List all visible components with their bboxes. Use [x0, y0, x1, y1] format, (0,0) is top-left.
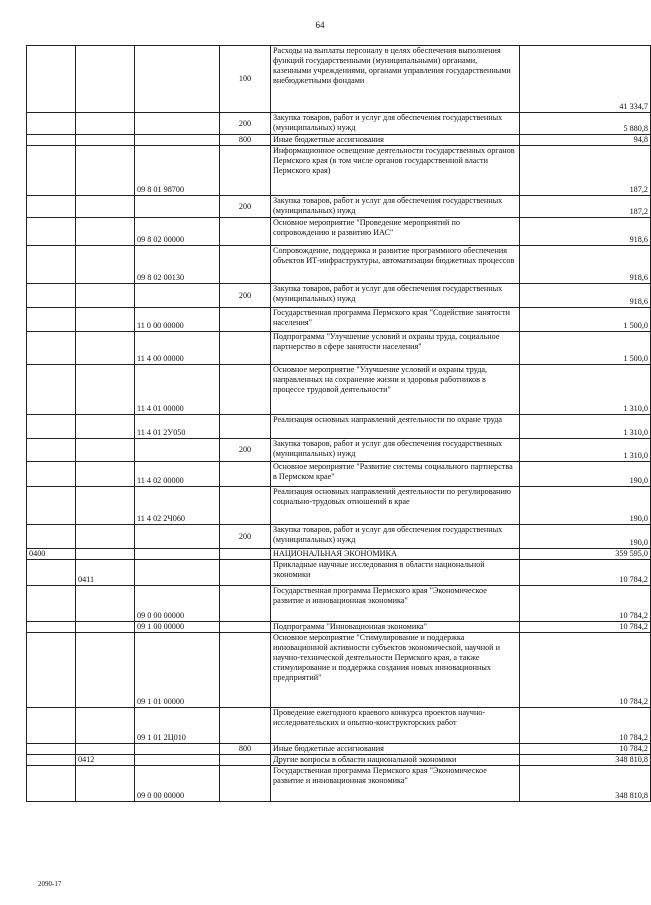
expense-type-cell [220, 218, 271, 246]
table-row [27, 135, 651, 146]
description-cell: Подпрограмма "Улучшение условий и охраны труда, социальное партнерство в сфере занятости населения" [271, 332, 520, 365]
amount-cell: 1 310,0 [520, 439, 651, 462]
budget-table [26, 45, 651, 802]
description-cell: Основное мероприятие "Улучшение условий и охраны труда, направленных на сохранение жизни и здоровья работников в процессе трудовой деятельности" [271, 365, 520, 415]
section-code-cell [27, 560, 76, 586]
target-article-cell [135, 744, 220, 755]
expense-type-cell [220, 622, 271, 633]
table-row [27, 462, 651, 487]
expense-type-cell [220, 487, 271, 525]
target-article-cell: 09 1 01 2Ц010 [135, 708, 220, 744]
section-code-cell [27, 332, 76, 365]
target-article-cell: 09 8 02 00130 [135, 246, 220, 284]
amount-cell: 918,6 [520, 284, 651, 308]
target-article-cell: 11 0 00 00000 [135, 308, 220, 332]
expense-type-cell: 200 [220, 439, 271, 462]
section-code-cell [27, 308, 76, 332]
subsection-code-cell [76, 622, 135, 633]
table-row [27, 525, 651, 549]
expense-type-cell [220, 462, 271, 487]
subsection-code-cell [76, 196, 135, 218]
expense-type-cell [220, 560, 271, 586]
section-code-cell [27, 744, 76, 755]
description-cell: Закупка товаров, работ и услуг для обеспечения государственных (муниципальных) нужд [271, 113, 520, 135]
description-cell: НАЦИОНАЛЬНАЯ ЭКОНОМИКА [271, 549, 520, 560]
table-row [27, 549, 651, 560]
table-row [27, 46, 651, 113]
amount-cell: 10 784,2 [520, 744, 651, 755]
description-cell: Государственная программа Пермского края "Экономическое развитие и инновационная экономика" [271, 586, 520, 622]
subsection-code-cell [76, 246, 135, 284]
description-cell: Реализация основных направлений деятельности по регулированию социально-трудовых отношений в крае [271, 487, 520, 525]
expense-type-cell [220, 633, 271, 708]
section-code-cell [27, 439, 76, 462]
subsection-code-cell [76, 308, 135, 332]
description-cell: Информационное освещение деятельности государственных органов Пермского края (в том числе органов государственной власти Пермского края) [271, 146, 520, 196]
section-code-cell [27, 708, 76, 744]
amount-cell: 41 334,7 [520, 46, 651, 113]
target-article-cell [135, 755, 220, 766]
target-article-cell [135, 196, 220, 218]
target-article-cell: 11 4 02 00000 [135, 462, 220, 487]
description-cell: Закупка товаров, работ и услуг для обеспечения государственных (муниципальных) нужд [271, 196, 520, 218]
description-cell: Государственная программа Пермского края "Содействие занятости населения" [271, 308, 520, 332]
expense-type-cell [220, 415, 271, 439]
amount-cell: 10 784,2 [520, 560, 651, 586]
amount-cell: 1 310,0 [520, 415, 651, 439]
page-number: 64 [315, 20, 325, 30]
subsection-code-cell [76, 146, 135, 196]
expense-type-cell [220, 332, 271, 365]
target-article-cell: 09 1 00 00000 [135, 622, 220, 633]
amount-cell: 94,8 [520, 135, 651, 146]
table-row [27, 744, 651, 755]
section-code-cell [27, 146, 76, 196]
subsection-code-cell [76, 332, 135, 365]
section-code-cell [27, 487, 76, 525]
description-cell: Прикладные научные исследования в области национальной экономики [271, 560, 520, 586]
section-code-cell [27, 622, 76, 633]
target-article-cell [135, 113, 220, 135]
table-row [27, 708, 651, 744]
section-code-cell [27, 196, 76, 218]
target-article-cell: 11 4 00 00000 [135, 332, 220, 365]
subsection-code-cell [76, 766, 135, 802]
amount-cell: 1 500,0 [520, 308, 651, 332]
expense-type-cell: 200 [220, 196, 271, 218]
expense-type-cell [220, 708, 271, 744]
amount-cell: 1 500,0 [520, 332, 651, 365]
description-cell: Иные бюджетные ассигнования [271, 744, 520, 755]
table-row [27, 365, 651, 415]
expense-type-cell [220, 549, 271, 560]
section-code-cell [27, 113, 76, 135]
section-code-cell [27, 766, 76, 802]
section-code-cell: 0400 [27, 549, 76, 560]
subsection-code-cell: 0411 [76, 560, 135, 586]
table-row [27, 146, 651, 196]
table-row [27, 332, 651, 365]
target-article-cell: 09 0 00 00000 [135, 766, 220, 802]
expense-type-cell: 200 [220, 113, 271, 135]
expense-type-cell [220, 308, 271, 332]
description-cell: Проведение ежегодного краевого конкурса проектов научно-исследовательских и опытно-конструкторских работ [271, 708, 520, 744]
table-row [27, 196, 651, 218]
expense-type-cell: 200 [220, 525, 271, 549]
target-article-cell: 11 4 02 2Ч060 [135, 487, 220, 525]
section-code-cell [27, 135, 76, 146]
subsection-code-cell [76, 365, 135, 415]
section-code-cell [27, 633, 76, 708]
description-cell: Закупка товаров, работ и услуг для обеспечения государственных (муниципальных) нужд [271, 439, 520, 462]
description-cell: Сопровождение, поддержка и развитие программного обеспечения объектов ИТ-инфраструктуры, автоматизации бюджетных процессов [271, 246, 520, 284]
description-cell: Закупка товаров, работ и услуг для обеспечения государственных (муниципальных) нужд [271, 525, 520, 549]
target-article-cell [135, 560, 220, 586]
section-code-cell [27, 755, 76, 766]
table-row [27, 622, 651, 633]
table-row [27, 439, 651, 462]
section-code-cell [27, 586, 76, 622]
target-article-cell: 09 0 00 00000 [135, 586, 220, 622]
amount-cell: 918,6 [520, 218, 651, 246]
amount-cell: 10 784,2 [520, 708, 651, 744]
subsection-code-cell [76, 744, 135, 755]
table-row [27, 284, 651, 308]
subsection-code-cell [76, 218, 135, 246]
description-cell: Основное мероприятие "Стимулирование и поддержка инновационной активности субъектов экономической, научной и научно-технической деятельности Пермского края, а также стимулирование и поддержка создания новых инновационных предприятий" [271, 633, 520, 708]
target-article-cell [135, 46, 220, 113]
target-article-cell: 09 1 01 00000 [135, 633, 220, 708]
subsection-code-cell [76, 487, 135, 525]
table-row [27, 113, 651, 135]
subsection-code-cell [76, 135, 135, 146]
expense-type-cell [220, 766, 271, 802]
expense-type-cell: 100 [220, 46, 271, 113]
expense-type-cell: 800 [220, 135, 271, 146]
subsection-code-cell [76, 708, 135, 744]
description-cell: Расходы на выплаты персоналу в целях обеспечения выполнения функций государственными (муниципальными) органами, казенными учреждениями, органами управления государственными внебюджетными фондами [271, 46, 520, 113]
budget-table-body [27, 46, 651, 802]
amount-cell: 359 595,0 [520, 549, 651, 560]
amount-cell: 918,6 [520, 246, 651, 284]
amount-cell: 187,2 [520, 196, 651, 218]
table-row [27, 633, 651, 708]
target-article-cell [135, 135, 220, 146]
expense-type-cell: 200 [220, 284, 271, 308]
subsection-code-cell [76, 586, 135, 622]
target-article-cell: 09 8 02 00000 [135, 218, 220, 246]
description-cell: Реализация основных направлений деятельности по охране труда [271, 415, 520, 439]
amount-cell: 187,2 [520, 146, 651, 196]
section-code-cell [27, 284, 76, 308]
description-cell: Другие вопросы в области национальной экономики [271, 755, 520, 766]
amount-cell: 10 784,2 [520, 586, 651, 622]
target-article-cell [135, 525, 220, 549]
subsection-code-cell: 0412 [76, 755, 135, 766]
description-cell: Государственная программа Пермского края "Экономическое развитие и инновационная экономика" [271, 766, 520, 802]
target-article-cell: 11 4 01 2У050 [135, 415, 220, 439]
subsection-code-cell [76, 415, 135, 439]
expense-type-cell [220, 365, 271, 415]
subsection-code-cell [76, 633, 135, 708]
target-article-cell [135, 549, 220, 560]
description-cell: Основное мероприятие "Проведение мероприятий по сопровождению и развитию ИАС" [271, 218, 520, 246]
expense-type-cell: 800 [220, 744, 271, 755]
table-row [27, 218, 651, 246]
amount-cell: 348 810,8 [520, 766, 651, 802]
subsection-code-cell [76, 284, 135, 308]
table-row [27, 415, 651, 439]
expense-type-cell [220, 586, 271, 622]
amount-cell: 190,0 [520, 487, 651, 525]
amount-cell: 5 880,8 [520, 113, 651, 135]
section-code-cell [27, 46, 76, 113]
table-row [27, 586, 651, 622]
subsection-code-cell [76, 439, 135, 462]
document-code: 2090-17 [38, 880, 62, 888]
section-code-cell [27, 525, 76, 549]
table-row [27, 560, 651, 586]
table-row [27, 766, 651, 802]
expense-type-cell [220, 246, 271, 284]
table-row [27, 246, 651, 284]
table-row [27, 308, 651, 332]
table-row [27, 487, 651, 525]
description-cell: Подпрограмма "Инновационная экономика" [271, 622, 520, 633]
description-cell: Иные бюджетные ассигнования [271, 135, 520, 146]
subsection-code-cell [76, 113, 135, 135]
section-code-cell [27, 246, 76, 284]
subsection-code-cell [76, 46, 135, 113]
description-cell: Основное мероприятие "Развитие системы социального партнерства в Пермском крае" [271, 462, 520, 487]
table-row [27, 755, 651, 766]
section-code-cell [27, 365, 76, 415]
target-article-cell [135, 439, 220, 462]
amount-cell: 10 784,2 [520, 633, 651, 708]
expense-type-cell [220, 755, 271, 766]
section-code-cell [27, 218, 76, 246]
amount-cell: 190,0 [520, 462, 651, 487]
target-article-cell: 09 8 01 98700 [135, 146, 220, 196]
expense-type-cell [220, 146, 271, 196]
section-code-cell [27, 415, 76, 439]
subsection-code-cell [76, 462, 135, 487]
target-article-cell [135, 284, 220, 308]
amount-cell: 190,0 [520, 525, 651, 549]
target-article-cell: 11 4 01 00000 [135, 365, 220, 415]
amount-cell: 10 784,2 [520, 622, 651, 633]
description-cell: Закупка товаров, работ и услуг для обеспечения государственных (муниципальных) нужд [271, 284, 520, 308]
subsection-code-cell [76, 525, 135, 549]
subsection-code-cell [76, 549, 135, 560]
amount-cell: 348 810,8 [520, 755, 651, 766]
amount-cell: 1 310,0 [520, 365, 651, 415]
section-code-cell [27, 462, 76, 487]
